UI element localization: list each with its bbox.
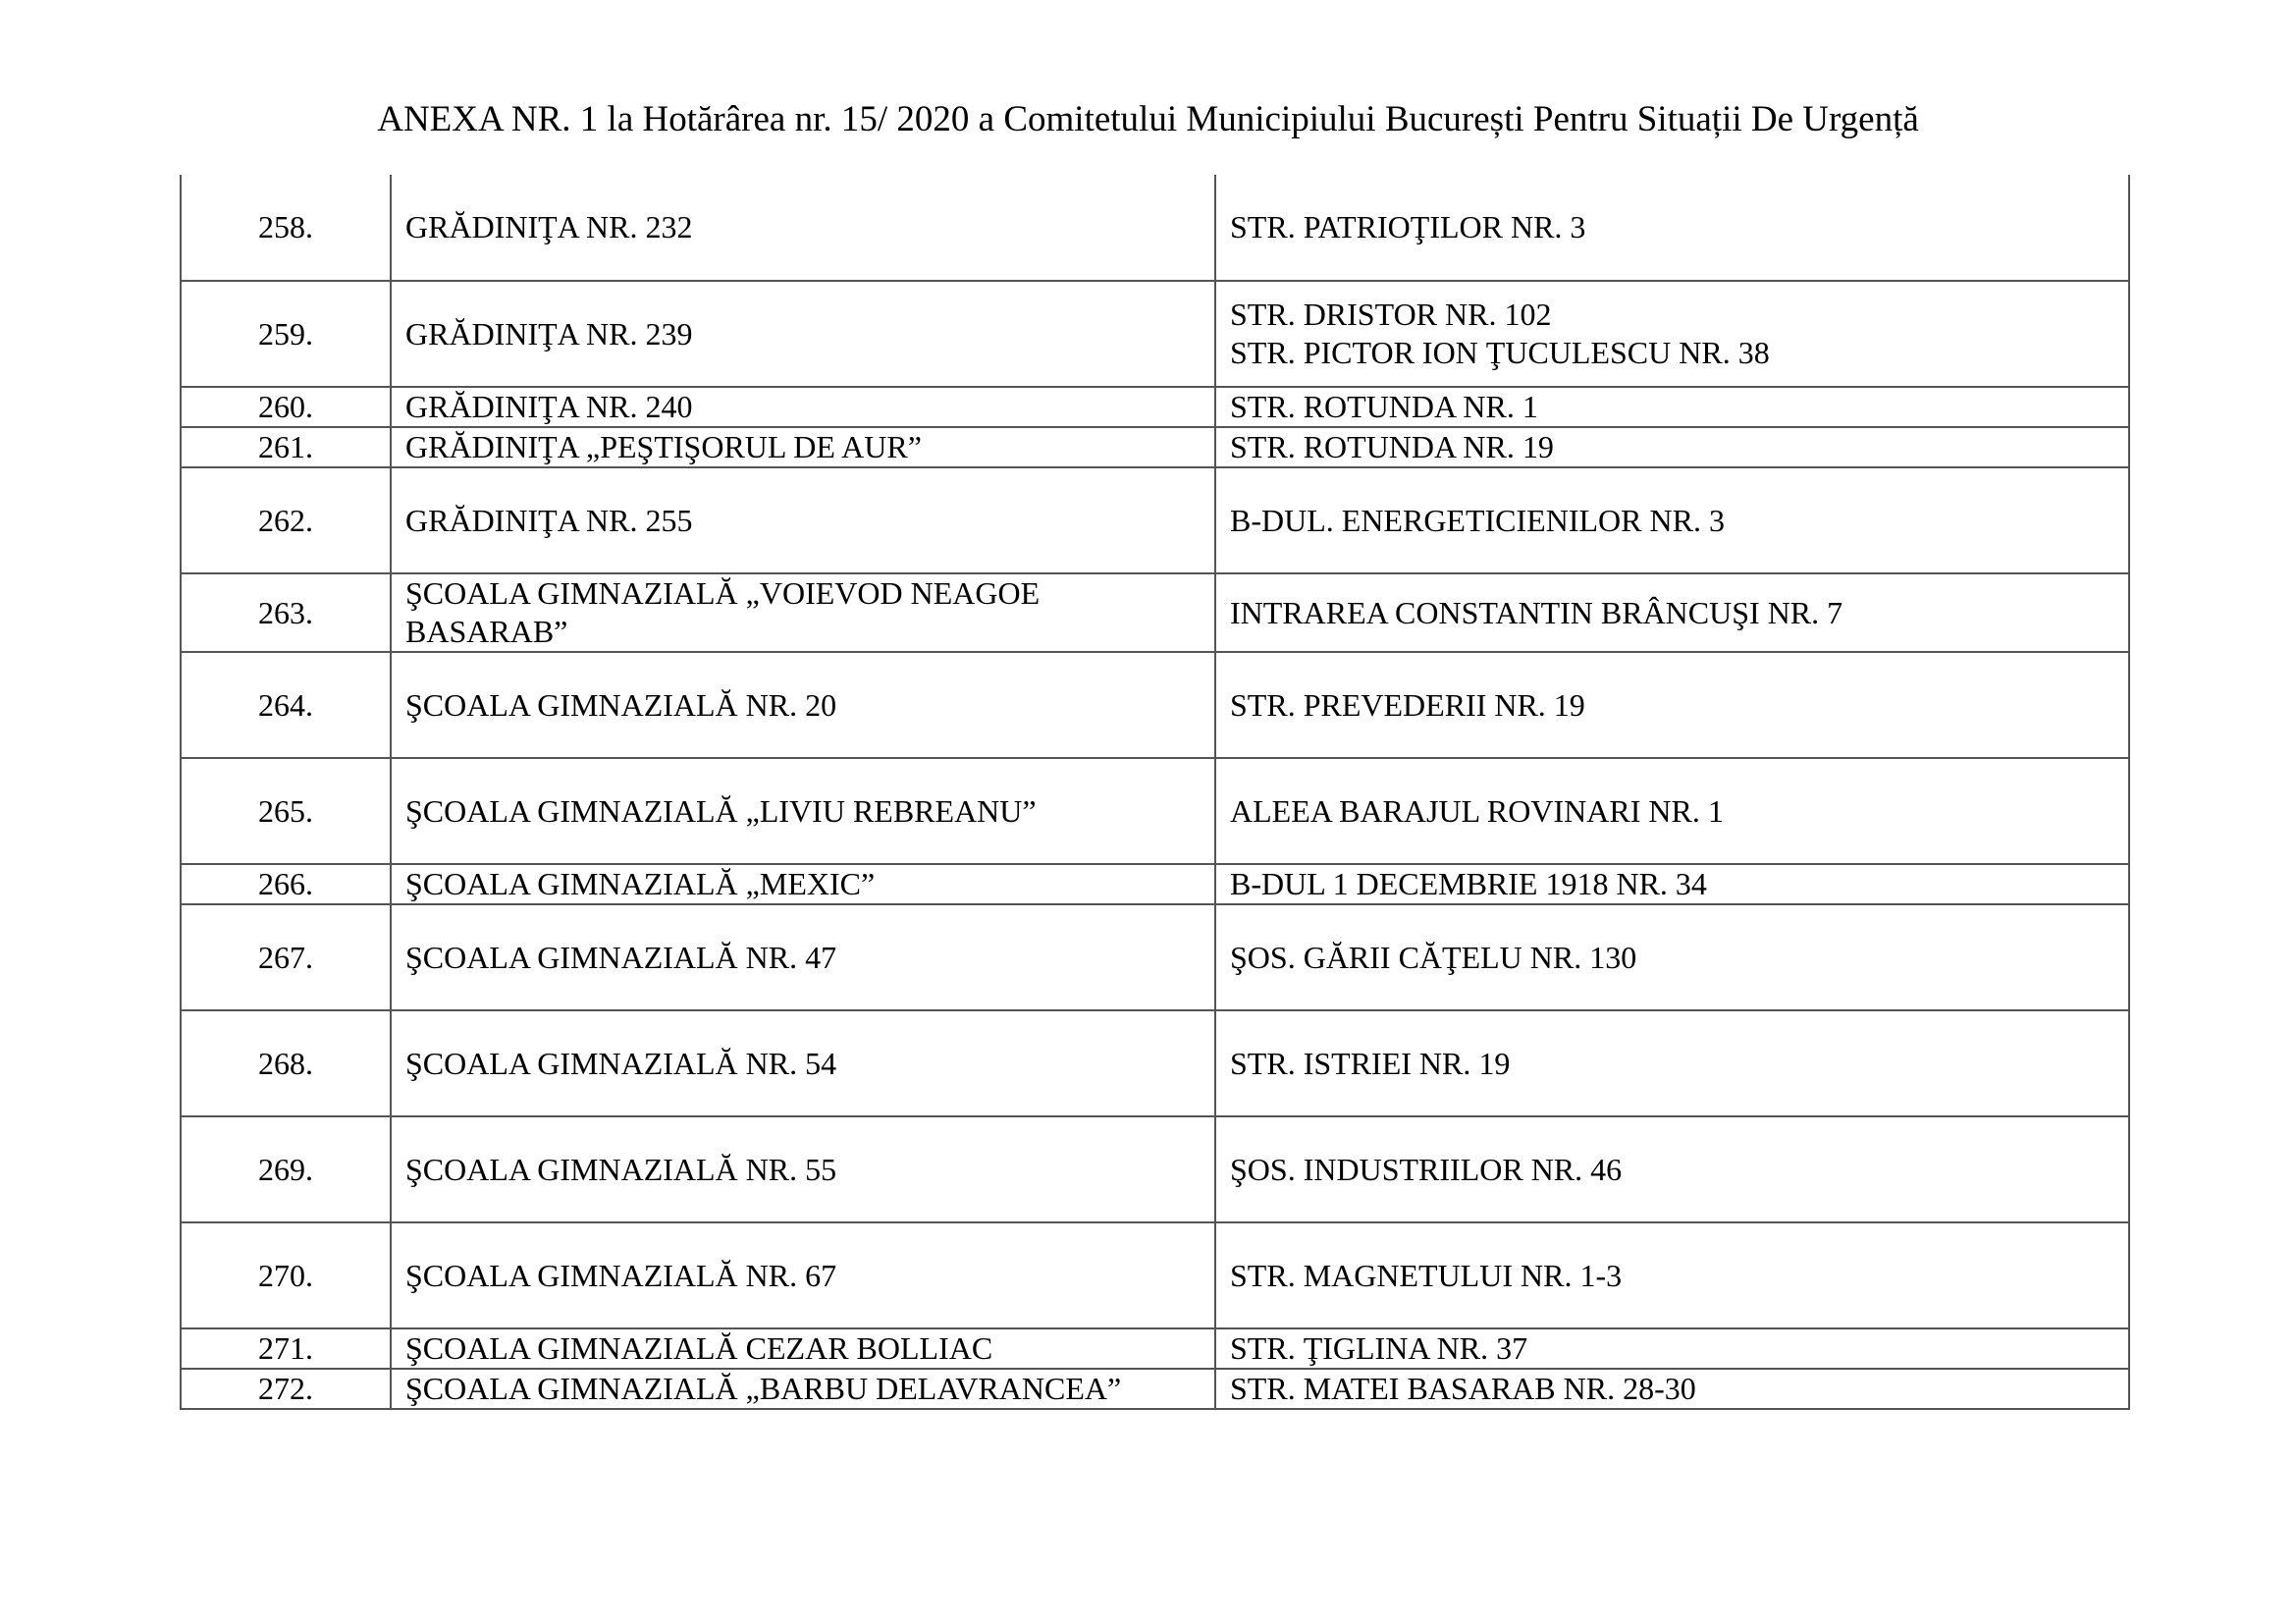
address-line: STR. ROTUNDA NR. 19 [1230, 429, 1554, 464]
address-cell [1215, 427, 2129, 467]
address-line: ALEEA BARAJUL ROVINARI NR. 1 [1230, 792, 1724, 829]
table-row [181, 758, 2129, 864]
address-line: STR. PREVEDERII NR. 19 [1230, 686, 1585, 723]
table-row [181, 864, 2129, 904]
address-cell [1215, 758, 2129, 864]
institution-name-cell: GRĂDINIŢA NR. 240 [391, 387, 1215, 427]
institutions-table-body [181, 175, 2129, 1409]
institution-name-cell: ŞCOALA GIMNAZIALĂ „MEXIC” [391, 864, 1215, 904]
row-number-cell: 267. [181, 904, 391, 1010]
institution-name-cell: ŞCOALA GIMNAZIALĂ „LIVIU REBREANU” [391, 758, 1215, 864]
row-number-cell: 260. [181, 387, 391, 427]
table-row [181, 467, 2129, 573]
institution-name-cell: GRĂDINIŢA NR. 232 [391, 175, 1215, 281]
row-number-cell: 264. [181, 652, 391, 758]
institution-name-cell: ŞCOALA GIMNAZIALĂ „VOIEVOD NEAGOE BASARAB” [391, 573, 1215, 652]
address-line: B-DUL 1 DECEMBRIE 1918 NR. 34 [1230, 866, 1707, 901]
institution-name-cell: ŞCOALA GIMNAZIALĂ CEZAR BOLLIAC [391, 1328, 1215, 1369]
institution-name-cell: ŞCOALA GIMNAZIALĂ NR. 47 [391, 904, 1215, 1010]
table-row [181, 387, 2129, 427]
address-cell [1215, 387, 2129, 427]
row-number-cell: 262. [181, 467, 391, 573]
institutions-table [180, 175, 2130, 1410]
row-number-cell: 269. [181, 1116, 391, 1222]
institution-name-cell: GRĂDINIŢA NR. 239 [391, 281, 1215, 387]
row-number-cell: 263. [181, 573, 391, 652]
address-cell [1215, 573, 2129, 652]
row-number-cell: 265. [181, 758, 391, 864]
address-line: STR. MAGNETULUI NR. 1-3 [1230, 1257, 1623, 1293]
address-line: STR. ŢIGLINA NR. 37 [1230, 1330, 1528, 1366]
row-number-cell: 271. [181, 1328, 391, 1369]
address-line: STR. ISTRIEI NR. 19 [1230, 1045, 1511, 1081]
institution-name-cell: GRĂDINIŢA NR. 255 [391, 467, 1215, 573]
row-number-cell: 272. [181, 1369, 391, 1409]
address-cell [1215, 1328, 2129, 1369]
address-cell [1215, 904, 2129, 1010]
row-number-cell: 270. [181, 1222, 391, 1328]
institution-name-cell: ŞCOALA GIMNAZIALĂ NR. 20 [391, 652, 1215, 758]
address-line: ŞOS. GĂRII CĂŢELU NR. 130 [1230, 939, 1637, 975]
table-row [181, 573, 2129, 652]
address-line: STR. PATRIOŢILOR NR. 3 [1230, 209, 1586, 244]
address-cell [1215, 175, 2129, 281]
address-cell [1215, 467, 2129, 573]
address-line: STR. PICTOR ION ŢUCULESCU NR. 38 [1230, 335, 1770, 370]
table-row [181, 1116, 2129, 1222]
address-cell [1215, 281, 2129, 387]
address-line: ŞOS. INDUSTRIILOR NR. 46 [1230, 1151, 1623, 1187]
table-row [181, 1328, 2129, 1369]
row-number-cell: 261. [181, 427, 391, 467]
address-line: STR. MATEI BASARAB NR. 28-30 [1230, 1371, 1696, 1406]
table-row [181, 427, 2129, 467]
address-cell [1215, 864, 2129, 904]
institution-name-cell: ŞCOALA GIMNAZIALĂ NR. 67 [391, 1222, 1215, 1328]
table-row [181, 652, 2129, 758]
address-cell [1215, 652, 2129, 758]
address-line: INTRAREA CONSTANTIN BRÂNCUŞI NR. 7 [1230, 594, 1843, 630]
institution-name-cell: GRĂDINIŢA „PEŞTIŞORUL DE AUR” [391, 427, 1215, 467]
institution-name-cell: ŞCOALA GIMNAZIALĂ NR. 55 [391, 1116, 1215, 1222]
table-row [181, 281, 2129, 387]
page-header-title: ANEXA NR. 1 la Hotărârea nr. 15/ 2020 a Comitetului Municipiului București Pentru Situații De Urgență [377, 99, 1919, 139]
address-cell [1215, 1222, 2129, 1328]
table-row [181, 1222, 2129, 1328]
table-row [181, 1010, 2129, 1116]
institution-name-cell: ŞCOALA GIMNAZIALĂ „BARBU DELAVRANCEA” [391, 1369, 1215, 1409]
row-number-cell: 268. [181, 1010, 391, 1116]
table-row [181, 904, 2129, 1010]
address-cell [1215, 1010, 2129, 1116]
annex-table-container [180, 175, 2128, 1410]
row-number-cell: 259. [181, 281, 391, 387]
institution-name-cell: ŞCOALA GIMNAZIALĂ NR. 54 [391, 1010, 1215, 1116]
row-number-cell: 258. [181, 175, 391, 281]
address-cell [1215, 1116, 2129, 1222]
address-line: B-DUL. ENERGETICIENILOR NR. 3 [1230, 502, 1725, 538]
address-line: STR. ROTUNDA NR. 1 [1230, 389, 1538, 424]
table-row [181, 1369, 2129, 1409]
address-line: STR. DRISTOR NR. 102 [1230, 297, 1552, 332]
table-row [181, 175, 2129, 281]
address-cell [1215, 1369, 2129, 1409]
row-number-cell: 266. [181, 864, 391, 904]
